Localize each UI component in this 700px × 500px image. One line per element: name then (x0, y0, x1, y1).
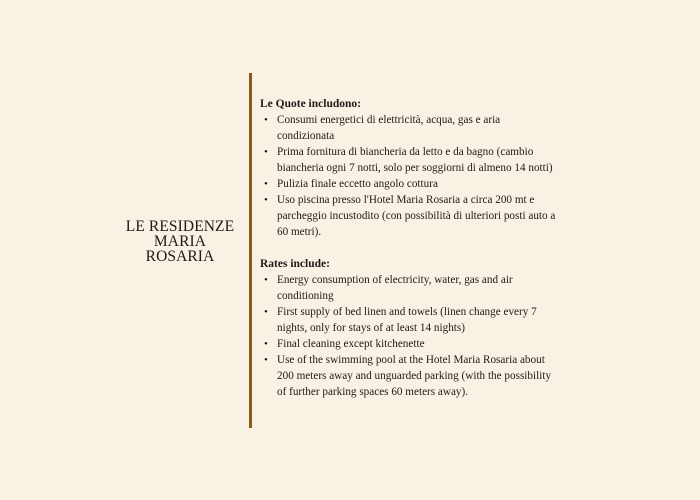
list-item: • Final cleaning except kitchenette (260, 336, 560, 352)
english-section (260, 256, 560, 400)
italian-inclusions-list (260, 112, 560, 240)
list-item: • First supply of bed linen and towels (linen change every 7 nights, only for stays of at least 14 nights) (260, 304, 560, 336)
brand-title-line-1: LE RESIDENZE (125, 218, 235, 235)
english-section-title: Rates include: (260, 258, 330, 270)
italian-section (260, 96, 560, 240)
vertical-divider (249, 73, 252, 428)
rates-content (260, 96, 560, 400)
list-item: • Pulizia finale eccetto angolo cottura (260, 176, 560, 192)
italian-section-title: Le Quote includono: (260, 98, 361, 110)
list-item: • Prima fornitura di biancheria da letto e da bagno (cambio biancheria ogni 7 notti, solo per soggiorni di almeno 14 notti) (260, 144, 560, 176)
list-item: • Uso piscina presso l'Hotel Maria Rosaria a circa 200 mt e parcheggio incustodito (con possibilità di ulteriori posti auto a 60 metri). (260, 192, 560, 240)
list-item: • Use of the swimming pool at the Hotel Maria Rosaria about 200 meters away and unguarded parking (with the possibility of further parking spaces 60 meters away). (260, 352, 560, 400)
brand-title-line-2: MARIA (153, 233, 207, 250)
english-inclusions-list (260, 272, 560, 400)
list-item: • Consumi energetici di elettricità, acqua, gas e aria condizionata (260, 112, 560, 144)
brand-title-line-3: ROSARIA (145, 248, 215, 265)
list-item: • Energy consumption of electricity, water, gas and air conditioning (260, 272, 560, 304)
brand-title (110, 219, 250, 264)
